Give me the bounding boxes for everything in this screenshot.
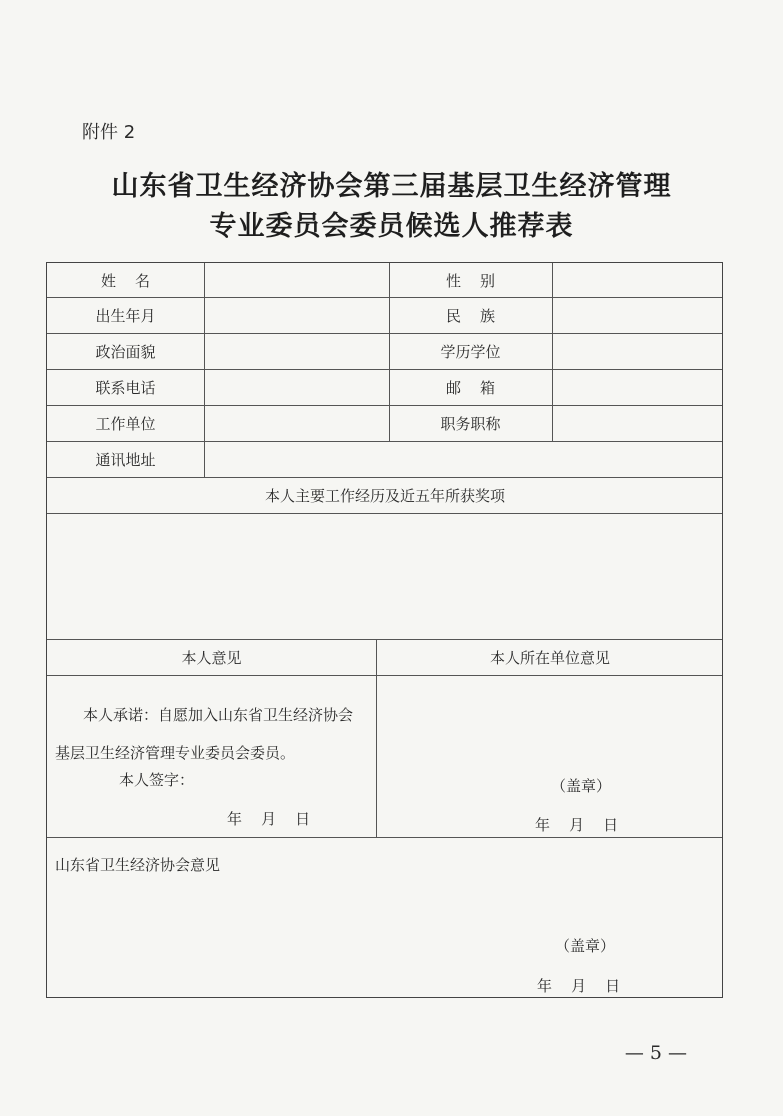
ethnicity-field[interactable] [553,298,723,333]
form-title-line-1: 山东省卫生经济协会第三届基层卫生经济管理 [111,171,672,202]
address-label: 通讯地址 [95,451,156,469]
gender-field[interactable] [553,263,723,297]
political-status-label: 政治面貌 [95,343,156,361]
birth-date-label: 出生年月 [95,307,156,325]
association-seal-label: （盖章） [555,937,616,955]
birth-date-field[interactable] [205,298,389,333]
self-opinion-header: 本人意见 [181,649,242,667]
political-status-field[interactable] [205,334,389,369]
page-number: — 5 — [624,1042,687,1064]
work-unit-label: 工作单位 [95,415,156,433]
association-opinion-date: 年 月 日 [537,977,621,995]
gender-label: 性 别 [445,271,496,290]
self-opinion-date: 年 月 日 [227,810,311,828]
form-title-line-2: 专业委员会委员候选人推荐表 [209,211,574,242]
email-label: 邮 箱 [445,379,496,397]
phone-label: 联系电话 [95,379,156,397]
ethnicity-label: 民 族 [445,307,496,325]
address-field[interactable] [205,442,723,477]
association-opinion-label: 山东省卫生经济协会意见 [55,856,221,874]
experience-field[interactable] [47,514,723,639]
email-field[interactable] [553,370,723,405]
phone-field[interactable] [205,370,389,405]
recommendation-form-table [46,262,723,998]
pledge-line-1: 本人承诺：自愿加入山东省卫生经济协会 [83,706,354,724]
education-label: 学历学位 [440,343,501,361]
attachment-label: 附件 2 [82,122,136,143]
unit-opinion-header: 本人所在单位意见 [489,649,610,667]
position-title-field[interactable] [553,406,723,441]
experience-header: 本人主要工作经历及近五年所获奖项 [264,487,505,505]
unit-opinion-date: 年 月 日 [535,816,619,834]
position-title-label: 职务职称 [440,415,501,433]
name-label: 姓 名 [100,271,151,290]
work-unit-field[interactable] [205,406,389,441]
education-field[interactable] [553,334,723,369]
unit-seal-label: （盖章） [551,777,612,795]
signature-label: 本人签字： [119,771,195,789]
pledge-line-2: 基层卫生经济管理专业委员会委员。 [55,744,296,762]
name-field[interactable] [205,263,389,297]
